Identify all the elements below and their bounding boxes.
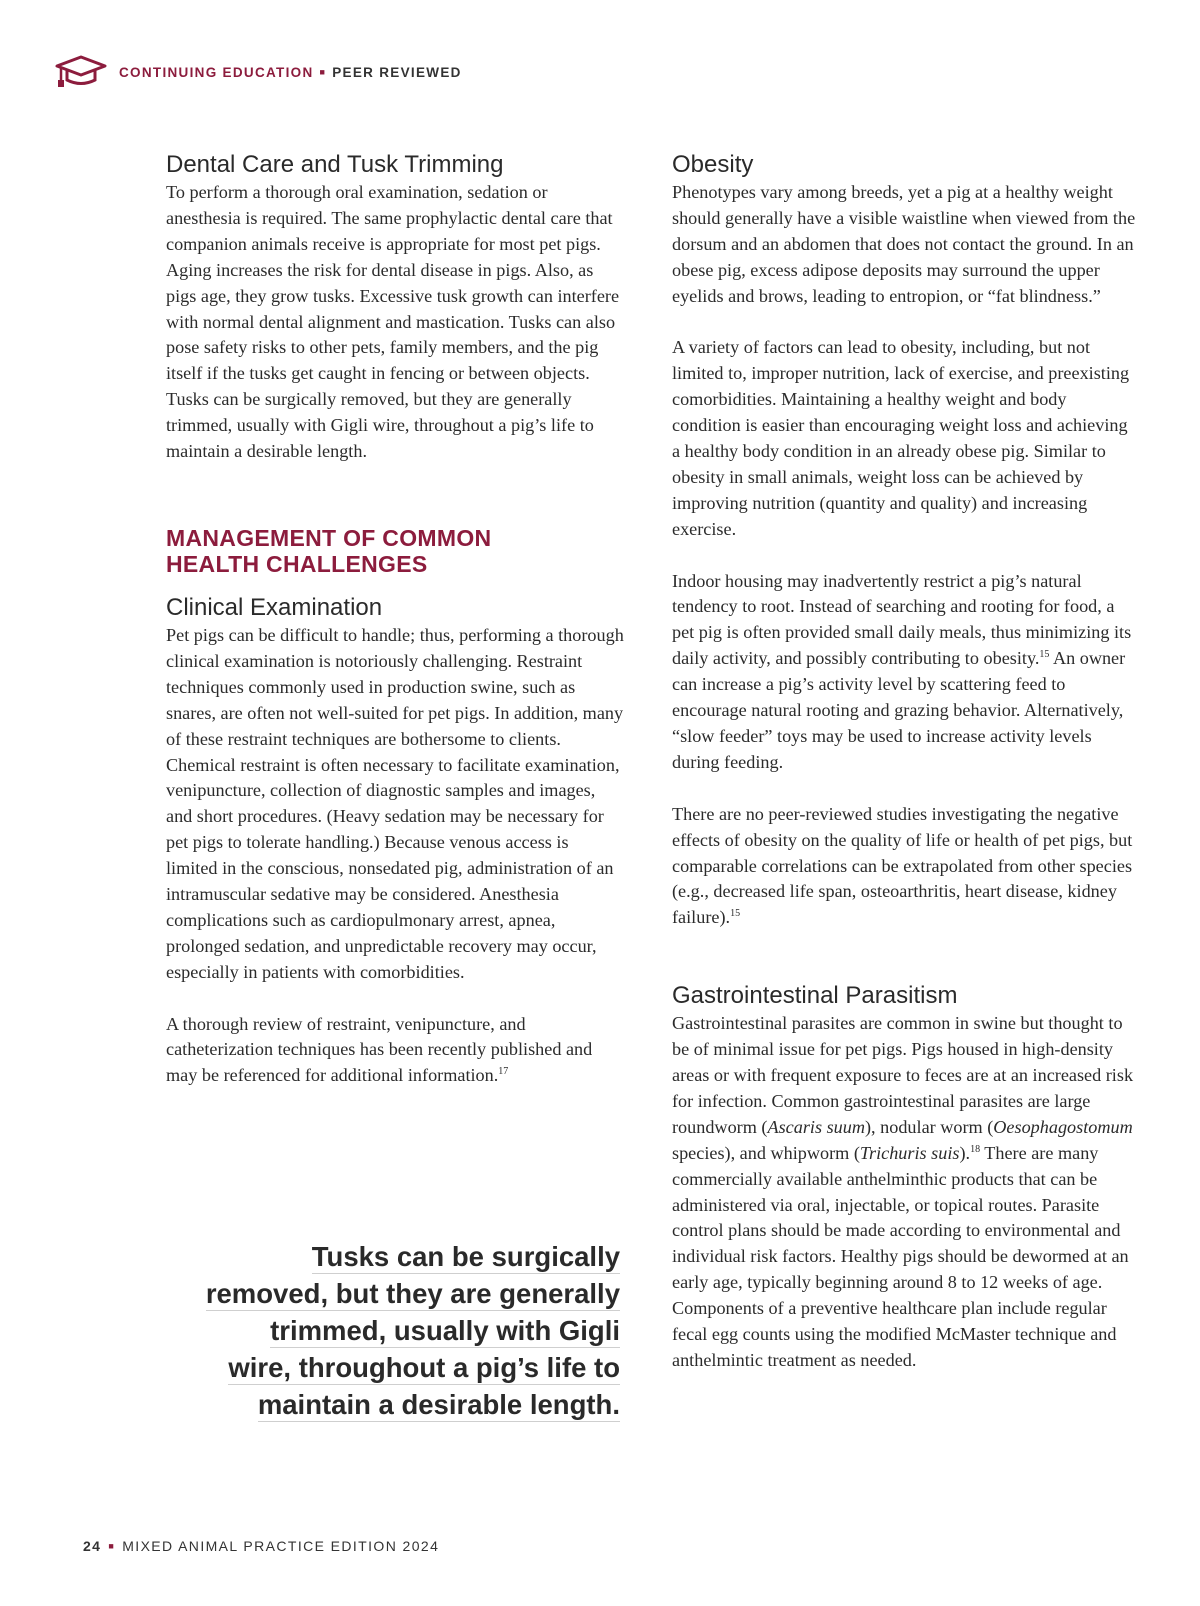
gastrointestinal-parasitism-paragraph: Gastrointestinal parasites are common in swine but thought to be of minimal issue for pet pigs. Pigs housed in high-density areas or with frequent exposure to feces are at an increased risk for infection. Common gastrointestinal parasites are large roundworm (Ascaris suum), nodular worm (Oesophagostomum species), and whipworm (Trichuris suis).$^{18}$ There are many commercially available anthelminthic products that can be administered via oral, injectable, or topical routes. Parasite control plans should be made according to environmental and individual risk factors. Healthy pigs should be dewormed at an early age, typically beginning around 8 to 12 weeks of age. Components of a preventive healthcare plan include regular fecal egg counts using the modified McMaster technique and anthelmintic treatment as needed.	[672, 1013, 1134, 1371]
species-name: Ascaris suum	[767, 1116, 865, 1137]
page-number: 24	[83, 1538, 102, 1554]
reference-18: 18	[970, 1143, 981, 1155]
page-footer	[83, 1538, 439, 1554]
right-column	[672, 150, 1138, 1374]
reference-17: 17	[498, 1066, 509, 1078]
pull-quote-line: trimmed, usually with Gigli	[270, 1315, 620, 1346]
restraint-review-paragraph: A thorough review of restraint, venipuncture, and catheterization techniques has been recently published and may be referenced for additional information.$^{17}$	[166, 1013, 593, 1086]
management-section-heading	[166, 525, 624, 577]
pull-quote	[120, 1238, 620, 1423]
gastrointestinal-parasitism-heading: Gastrointestinal Parasitism	[672, 982, 958, 1010]
section-heading-line-2: HEALTH CHALLENGES	[166, 550, 428, 577]
publication-name: MIXED ANIMAL PRACTICE EDITION 2024	[122, 1538, 440, 1554]
species-name: Oesophagostomum	[993, 1116, 1133, 1137]
header-separator: ■	[319, 67, 327, 77]
header-label	[119, 65, 462, 80]
running-header	[55, 54, 462, 90]
header-section: CONTINUING EDUCATION	[119, 64, 314, 80]
obesity-paragraph-4: There are no peer-reviewed studies investigating the negative effects of obesity on the quality of life or health of pet pigs, but comparable correlations can be extrapolated from other species (e.g., decreased life span, osteoarthritis, heart disease, kidney failure).$^{15}$	[672, 803, 1133, 928]
pull-quote-line: maintain a desirable length.	[257, 1389, 620, 1420]
pull-quote-line: removed, but they are generally	[205, 1278, 620, 1309]
dental-care-heading: Dental Care and Tusk Trimming	[166, 151, 504, 178]
left-column	[166, 150, 624, 1089]
species-name: Trichuris suis	[859, 1142, 960, 1163]
reference-15: 15	[730, 908, 741, 920]
clinical-examination-heading: Clinical Examination	[166, 593, 383, 621]
dental-care-paragraph: To perform a thorough oral examination, sedation or anesthesia is required. The same prophylactic dental care that companion animals receive is appropriate for most pet pigs. Aging increases the risk for dental disease in pigs. Also, as pigs age, they grow tusks. Excessive tusk growth can interfere with normal dental alignment and mastication. Tusks can also pose safety risks to other pets, family members, and the pig itself if the tusks get caught in fencing or between objects. Tusks can be surgically removed, but they are generally trimmed, usually with Gigli wire, throughout a pig’s life to maintain a desirable length.	[166, 182, 620, 462]
clinical-examination-paragraph: Pet pigs can be difficult to handle; thus, performing a thorough clinical examination is notoriously challenging. Restraint techniques commonly used in production swine, such as snares, are often not well-suited for pet pigs. In addition, many of these restraint techniques are bothersome to clients. Chemical restraint is often necessary to facilitate examination, venipuncture, collection of diagnostic samples and images, and short procedures. (Heavy sedation may be necessary for pet pigs to tolerate handling.) Because venous access is limited in the conscious, nonsedated pig, administration of an intramuscular sedative may be considered. Anesthesia complications such as cardiopulmonary arrest, apnea, prolonged sedation, and unpredictable recovery may occur, especially in patients with comorbidities.	[166, 624, 624, 982]
obesity-paragraph-2: A variety of factors can lead to obesity, including, but not limited to, improper nutrition, lack of exercise, and preexisting comorbidities. Maintaining a healthy weight and body condition is easier than encouraging weight loss and achieving a healthy body condition in an already obese pig. Similar to obesity in small animals, weight loss can be achieved by improving nutrition (quantity and quality) and increasing exercise.	[672, 337, 1130, 539]
graduation-cap-icon	[55, 54, 107, 90]
obesity-heading: Obesity	[672, 151, 754, 178]
header-peer-reviewed: PEER REVIEWED	[332, 64, 462, 80]
section-heading-line-1: MANAGEMENT OF COMMON	[166, 524, 492, 551]
pull-quote-line: wire, throughout a pig’s life to	[228, 1352, 620, 1383]
obesity-paragraph-1: Phenotypes vary among breeds, yet a pig at a healthy weight should generally have a visible waistline when viewed from the dorsum and an abdomen that does not contact the ground. In an obese pig, excess adipose deposits may surround the upper eyelids and brows, leading to entropion, or “fat blindness.”	[672, 182, 1136, 306]
obesity-paragraph-3: Indoor housing may inadvertently restrict a pig’s natural tendency to root. Instead of searching and rooting for food, a pet pig is often provided small daily meals, thus minimizing its daily activity, and possibly contributing to obesity.$^{15}$ An owner can increase a pig’s activity level by scattering feed to encourage natural rooting and grazing behavior. Alternatively, “slow feeder” toys may be used to increase activity levels during feeding.	[672, 570, 1132, 772]
pull-quote-line: Tusks can be surgically	[311, 1241, 620, 1272]
footer-separator: ■	[108, 1541, 116, 1551]
reference-15: 15	[1039, 649, 1050, 661]
